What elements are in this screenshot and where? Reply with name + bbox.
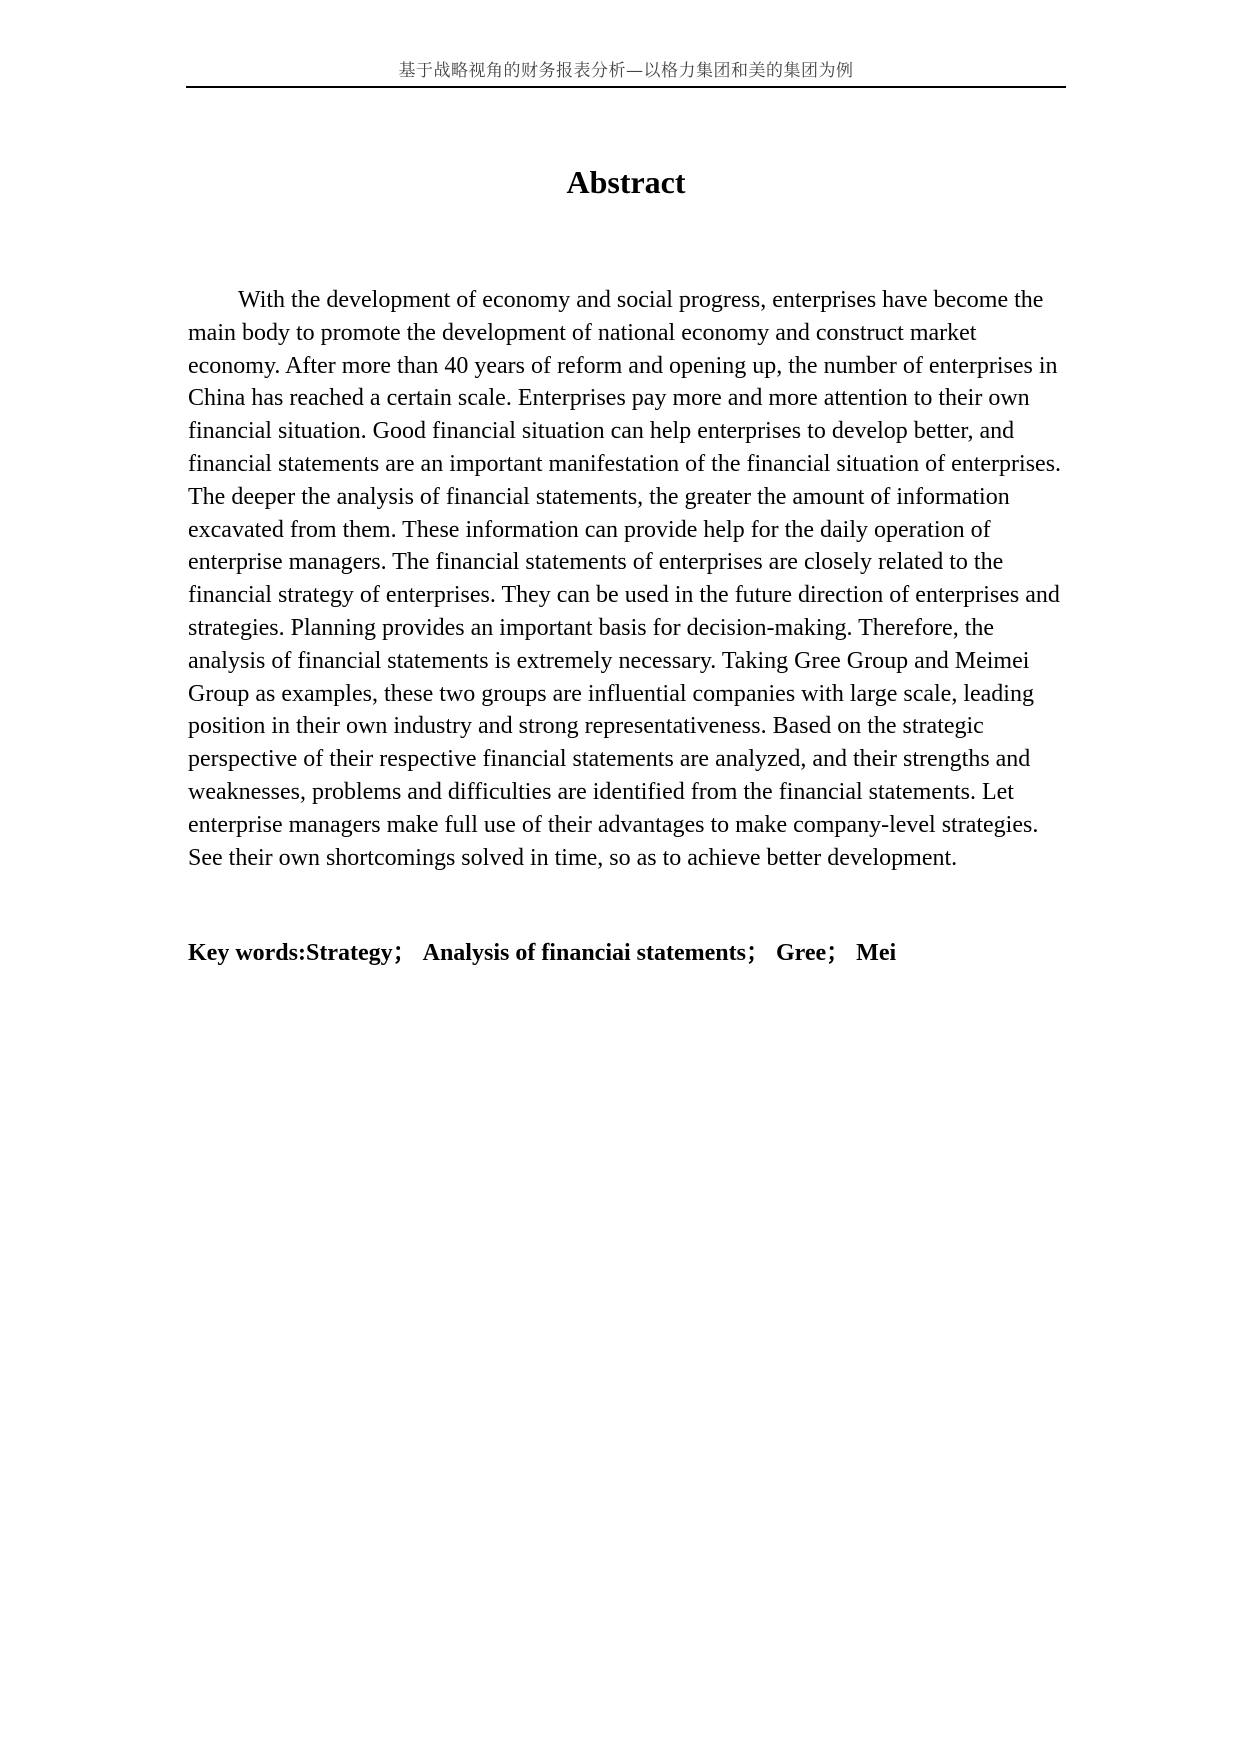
page-header bbox=[186, 56, 1066, 88]
keyword-item: Gree bbox=[775, 940, 827, 966]
keyword-separator: ； bbox=[826, 940, 851, 966]
keyword-item: Analysis of financiai statements bbox=[422, 940, 746, 966]
keywords-label: Key words: bbox=[188, 940, 306, 966]
keyword-item: Mei bbox=[856, 940, 897, 966]
keyword-separator: ； bbox=[745, 940, 770, 966]
running-title: 基于战略视角的财务报表分析—以格力集团和美的集团为例 bbox=[398, 61, 854, 81]
abstract-title: Abstract bbox=[566, 164, 686, 200]
keyword-item: Strategy bbox=[305, 940, 393, 966]
keyword-separator: ； bbox=[392, 940, 417, 966]
abstract-body: With the development of economy and social progress, enterprises have become the main body to promote the development of national economy and construct market economy. After more than 40 years of reform and opening up, the number of enterprises in China has reached a certain scale. Enterprises pay more and more attention to their own financial situation. Good financial situation can help enterprises to develop better, and financial statements are an important manifestation of the financial situation of enterprises. The deeper the analysis of financial statements, the greater the amount of information excavated from them. These information can provide help for the daily operation of enterprise managers. The financial statements of enterprises are closely related to the financial strategy of enterprises. They can be used in the future direction of enterprises and strategies. Planning provides an important basis for decision-making. Therefore, the analysis of financial statements is extremely necessary. Taking Gree Group and Meimei Group as examples, these two groups are influential companies with large scale, leading position in their own industry and strong representativeness. Based on the strategic perspective of their respective financial statements are analyzed, and their strengths and weaknesses, problems and difficulties are identified from the financial statements. Let enterprise managers make full use of their advantages to make company-level strategies. See their own shortcomings solved in time, so as to achieve better development. bbox=[188, 287, 1062, 871]
keywords-line bbox=[188, 936, 1066, 970]
